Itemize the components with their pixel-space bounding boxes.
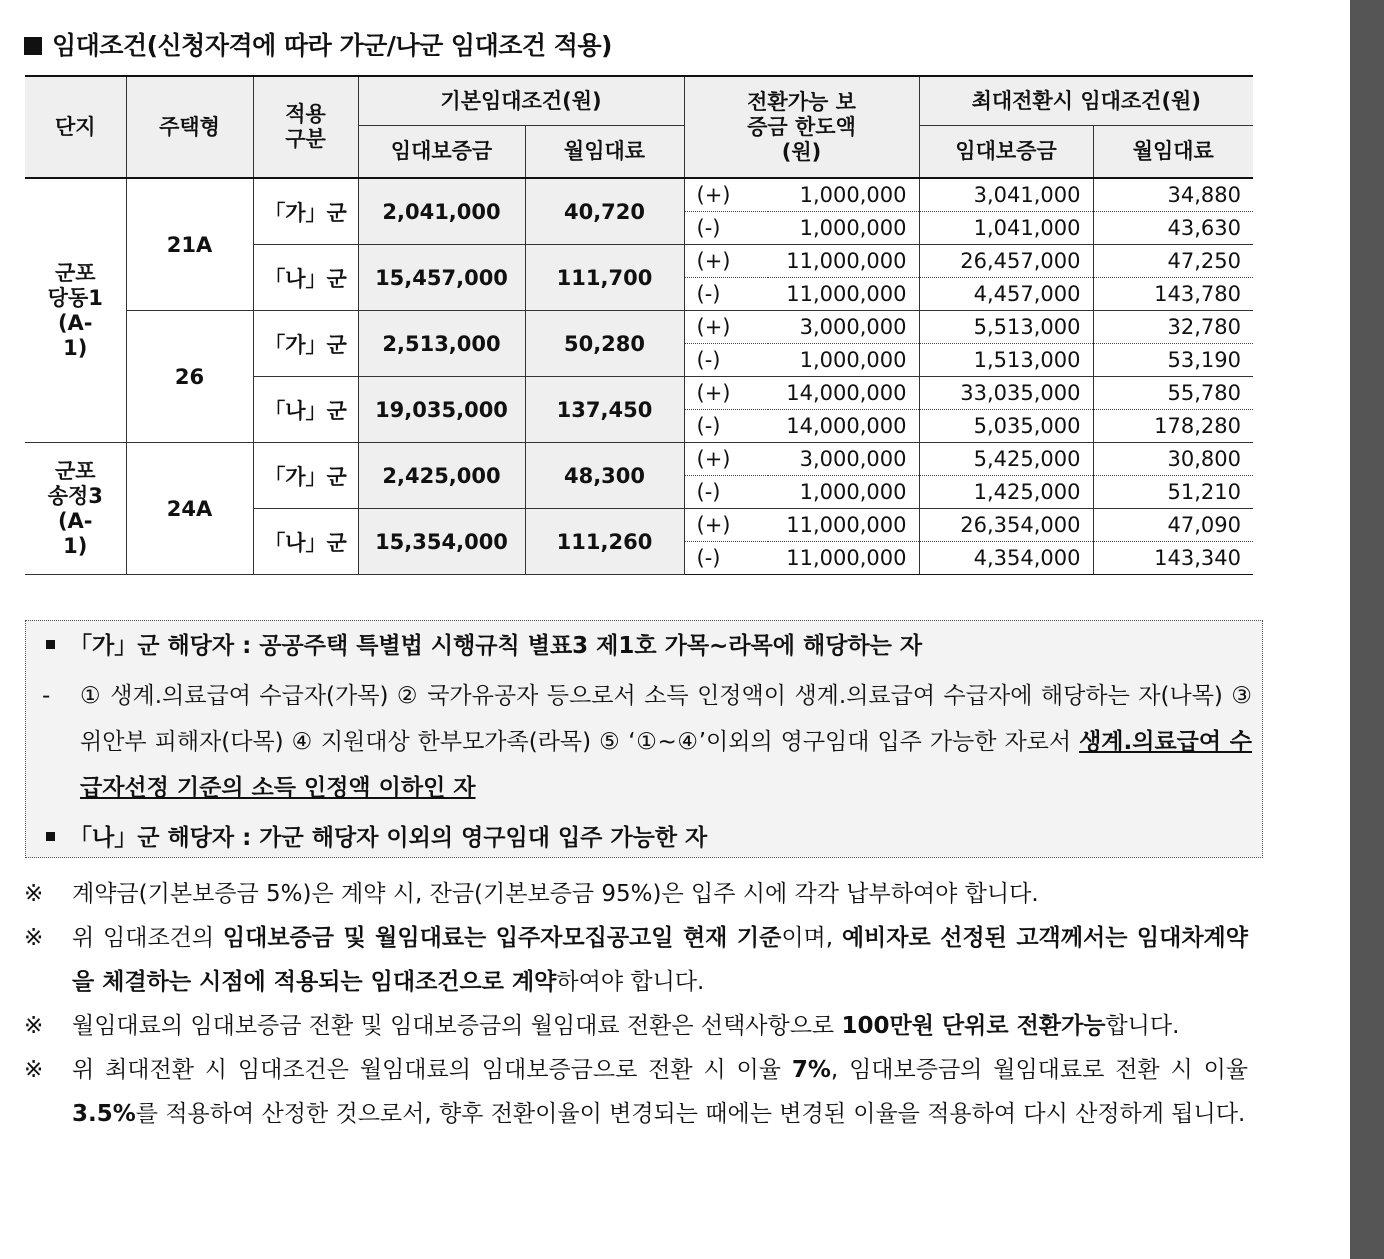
- reference-mark: ※: [24, 1057, 44, 1083]
- max-deposit: 1,513,000: [919, 344, 1093, 377]
- max-deposit: 5,425,000: [919, 443, 1093, 476]
- basic-monthly-rent: 40,720: [525, 178, 684, 245]
- max-monthly-rent: 53,190: [1093, 344, 1253, 377]
- max-deposit: 1,041,000: [919, 212, 1093, 245]
- conversion-direction: (-): [684, 542, 768, 575]
- header-max-conversion: 최대전환시 임대조건(원): [919, 76, 1253, 126]
- rental-conditions-table: [25, 75, 1253, 575]
- basic-deposit: 2,513,000: [358, 311, 525, 377]
- basic-monthly-rent: 111,700: [525, 245, 684, 311]
- convertible-limit: 3,000,000: [768, 311, 919, 344]
- conversion-direction: (-): [684, 278, 768, 311]
- header-apply-group: 적용 구분: [253, 76, 358, 178]
- dash-marker: -: [42, 683, 51, 709]
- apply-group: 「나」군: [253, 245, 358, 311]
- notes: [24, 872, 1248, 1136]
- conversion-direction: (+): [684, 311, 768, 344]
- complex-name: 군포 송정3 (A-1): [25, 443, 126, 575]
- conversion-direction: (+): [684, 377, 768, 410]
- basic-monthly-rent: 111,260: [525, 509, 684, 575]
- bullet-icon: [46, 640, 55, 649]
- header-max-monthly-rent: 월임대료: [1093, 126, 1253, 179]
- conversion-direction: (+): [684, 178, 768, 212]
- housing-type: 26: [126, 311, 253, 443]
- max-monthly-rent: 55,780: [1093, 377, 1253, 410]
- basic-monthly-rent: 48,300: [525, 443, 684, 509]
- convertible-limit: 14,000,000: [768, 410, 919, 443]
- header-basic-conditions: 기본임대조건(원): [358, 76, 684, 126]
- reference-mark: ※: [24, 881, 44, 907]
- reference-mark: ※: [24, 925, 44, 951]
- header-monthly-rent: 월임대료: [525, 126, 684, 179]
- max-deposit: 4,354,000: [919, 542, 1093, 575]
- max-monthly-rent: 143,340: [1093, 542, 1253, 575]
- basic-monthly-rent: 137,450: [525, 377, 684, 443]
- reference-mark: ※: [24, 1013, 44, 1039]
- note-contract-payment: ※ 계약금(기본보증금 5%)은 계약 시, 잔금(기본보증금 95%)은 입주 시에 각각 납부하여야 합니다.: [24, 872, 1248, 916]
- conversion-direction: (-): [684, 344, 768, 377]
- conversion-direction: (-): [684, 410, 768, 443]
- group-a-heading: 「가」군 해당자 : 공공주택 특별법 시행규칙 별표3 제1호 가목~라목에 해당하는 자: [46, 627, 922, 660]
- max-monthly-rent: 178,280: [1093, 410, 1253, 443]
- table-row: [25, 178, 1253, 212]
- conversion-direction: (+): [684, 509, 768, 542]
- conversion-direction: (+): [684, 443, 768, 476]
- apply-group: 「가」군: [253, 443, 358, 509]
- convertible-limit: 1,000,000: [768, 344, 919, 377]
- basic-monthly-rent: 50,280: [525, 311, 684, 377]
- header-convertible-limit: 전환가능 보증금 한도액(원): [684, 76, 919, 178]
- conversion-direction: (+): [684, 245, 768, 278]
- note-rent-basis: ※ 위 임대조건의 임대보증금 및 월임대료는 입주자모집공고일 현재 기준이며, 예비자로 선정된 고객께서는 임대차계약을 체결하는 시점에 적용되는 임대조건으로 계약하여야 합니다.: [24, 916, 1248, 1004]
- table-row: [25, 443, 1253, 476]
- max-deposit: 26,354,000: [919, 509, 1093, 542]
- max-deposit: 33,035,000: [919, 377, 1093, 410]
- convertible-limit: 1,000,000: [768, 178, 919, 212]
- max-monthly-rent: 34,880: [1093, 178, 1253, 212]
- max-deposit: 26,457,000: [919, 245, 1093, 278]
- basic-deposit: 15,354,000: [358, 509, 525, 575]
- square-bullet-icon: [24, 37, 42, 55]
- section-title: [24, 26, 612, 62]
- basic-deposit: 2,425,000: [358, 443, 525, 509]
- conversion-direction: (-): [684, 476, 768, 509]
- basic-deposit: 15,457,000: [358, 245, 525, 311]
- max-monthly-rent: 47,090: [1093, 509, 1253, 542]
- max-deposit: 3,041,000: [919, 178, 1093, 212]
- max-deposit: 5,513,000: [919, 311, 1093, 344]
- basic-deposit: 19,035,000: [358, 377, 525, 443]
- max-monthly-rent: 51,210: [1093, 476, 1253, 509]
- convertible-limit: 11,000,000: [768, 542, 919, 575]
- max-monthly-rent: 47,250: [1093, 245, 1253, 278]
- convertible-limit: 1,000,000: [768, 212, 919, 245]
- complex-name: 군포 당동1 (A-1): [25, 178, 126, 443]
- header-complex: 단지: [25, 76, 126, 178]
- apply-group: 「나」군: [253, 377, 358, 443]
- convertible-limit: 11,000,000: [768, 509, 919, 542]
- max-deposit: 4,457,000: [919, 278, 1093, 311]
- apply-group: 「나」군: [253, 509, 358, 575]
- eligibility-box: [25, 620, 1263, 858]
- apply-group: 「가」군: [253, 178, 358, 245]
- max-monthly-rent: 43,630: [1093, 212, 1253, 245]
- group-b-heading: 「나」군 해당자 : 가군 해당자 이외의 영구임대 입주 가능한 자: [46, 819, 707, 852]
- section-title-text: 임대조건(신청자격에 따라 가군/나군 임대조건 적용): [52, 31, 612, 60]
- convertible-limit: 14,000,000: [768, 377, 919, 410]
- header-max-deposit: 임대보증금: [919, 126, 1093, 179]
- max-monthly-rent: 32,780: [1093, 311, 1253, 344]
- max-monthly-rent: 143,780: [1093, 278, 1253, 311]
- bullet-icon: [46, 832, 55, 841]
- convertible-limit: 11,000,000: [768, 245, 919, 278]
- max-deposit: 1,425,000: [919, 476, 1093, 509]
- apply-group: 「가」군: [253, 311, 358, 377]
- housing-type: 21A: [126, 178, 253, 311]
- basic-deposit: 2,041,000: [358, 178, 525, 245]
- max-deposit: 5,035,000: [919, 410, 1093, 443]
- header-housing-type: 주택형: [126, 76, 253, 178]
- group-a-detail: - ① 생계.의료급여 수급자(가목) ② 국가유공자 등으로서 소득 인정액이 생계.의료급여 수급자에 해당하는 자(나목) ③ 위안부 피해자(다목) ④ 지원대상 한부모가족(라목) ⑤ ‘①~④’이외의 영구임대 입주 가능한 자로서 생계.의료급여 수급자선정 기준의 소득 인정액 이하인 자: [42, 673, 1252, 811]
- note-conversion-rate: ※ 위 최대전환 시 임대조건은 월임대료의 임대보증금으로 전환 시 이율 7%, 임대보증금의 월임대료로 전환 시 이율 3.5%를 적용하여 산정한 것으로서, 향후 전환이율이 변경되는 때에는 변경된 이율을 적용하여 다시 산정하게 됩니다.: [24, 1048, 1248, 1136]
- scrollbar[interactable]: [1350, 0, 1384, 1259]
- table-row: [25, 311, 1253, 344]
- convertible-limit: 1,000,000: [768, 476, 919, 509]
- housing-type: 24A: [126, 443, 253, 575]
- convertible-limit: 11,000,000: [768, 278, 919, 311]
- convertible-limit: 3,000,000: [768, 443, 919, 476]
- group-a-income-criteria: 생계.의료급여 수급자선정 기준의 소득 인정액 이하인 자: [80, 729, 1252, 801]
- max-monthly-rent: 30,800: [1093, 443, 1253, 476]
- note-conversion-option: ※ 월임대료의 임대보증금 전환 및 임대보증금의 월임대료 전환은 선택사항으로 100만원 단위로 전환가능합니다.: [24, 1004, 1248, 1048]
- conversion-direction: (-): [684, 212, 768, 245]
- header-deposit: 임대보증금: [358, 126, 525, 179]
